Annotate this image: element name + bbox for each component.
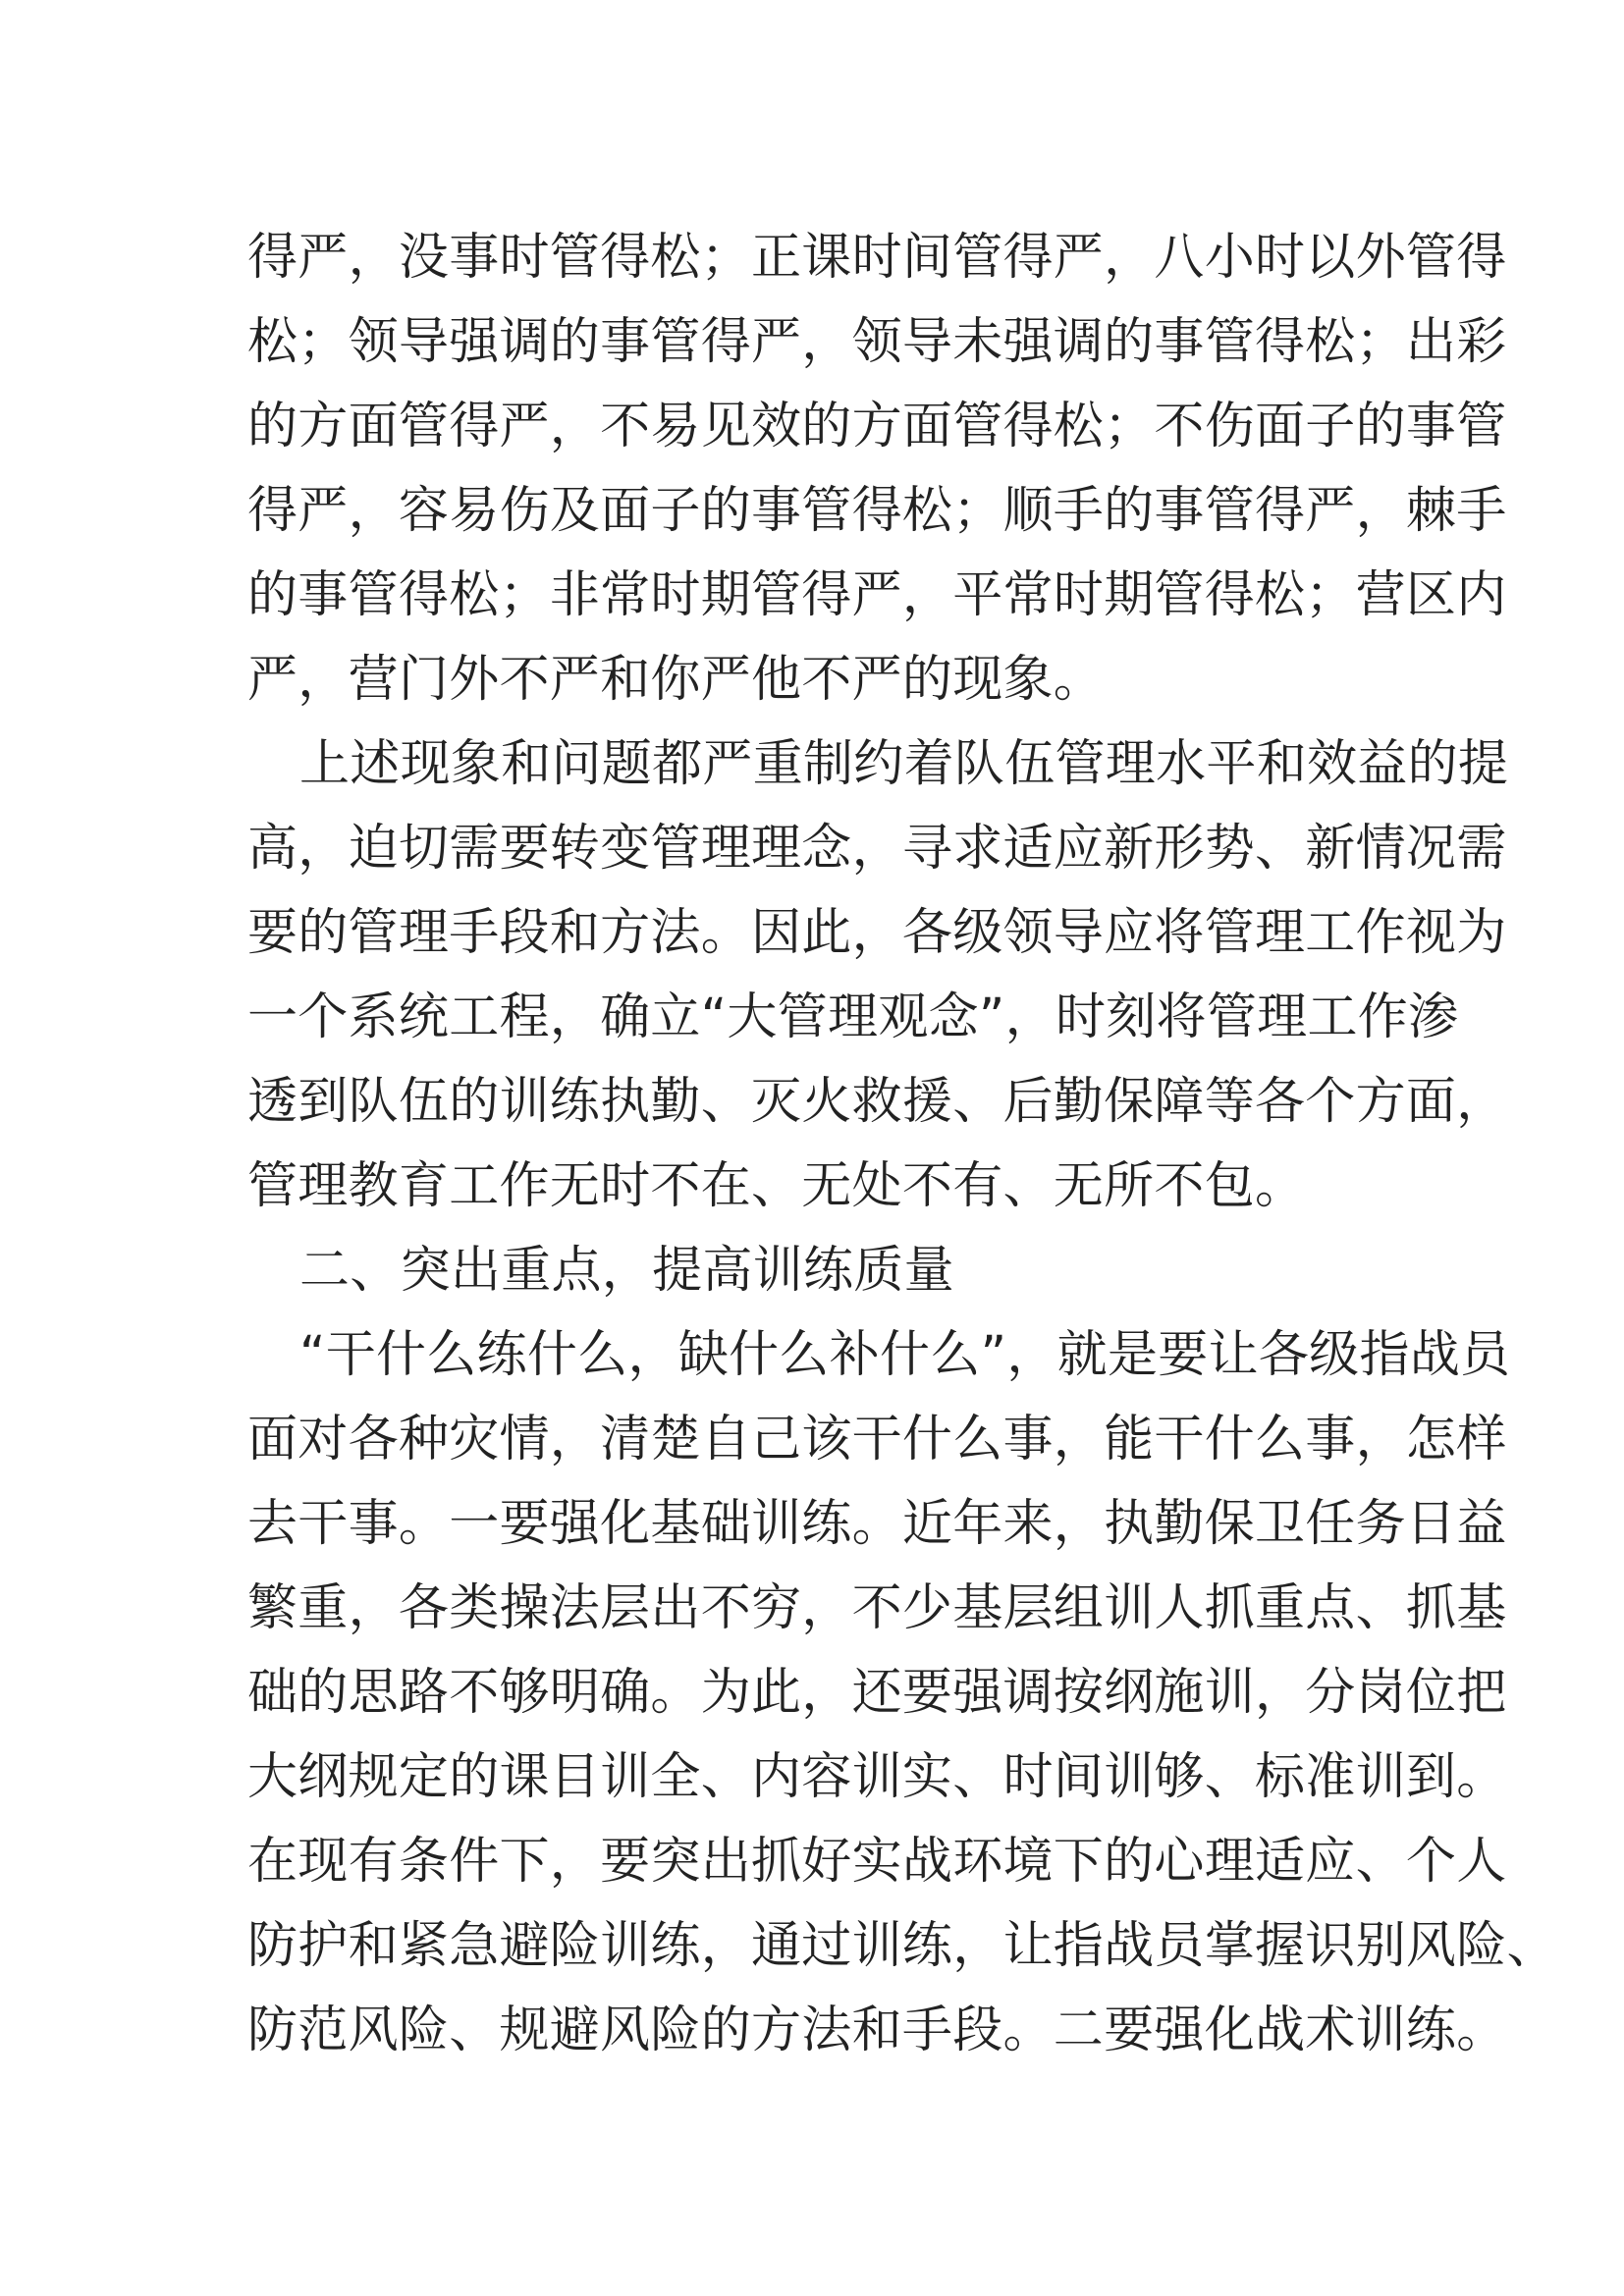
text-line: 管理教育工作无时不在、无处不有、无所不包。 — [247, 1157, 1306, 1215]
text-line: 去干事。一要强化基础训练。近年来，执勤保卫任务日益 — [247, 1495, 1507, 1553]
text-line: 础的思路不够明确。为此，还要强调按纲施训，分岗位把 — [247, 1664, 1507, 1722]
text-line: 在现有条件下，要突出抓好实战环境下的心理适应、个人 — [247, 1833, 1507, 1891]
text-line: 防范风险、规避风险的方法和手段。二要强化战术训练。 — [247, 2002, 1507, 2059]
section-heading: 二、突出重点，提高训练质量 — [299, 1242, 954, 1300]
text-line: 繁重，各类操法层出不穷，不少基层组训人抓重点、抓基 — [247, 1579, 1507, 1637]
paragraph-first-line: “干什么练什么，缺什么补什么”，就是要让各级指战员 — [299, 1326, 1511, 1384]
text-line: 松；领导强调的事管得严，领导未强调的事管得松；出彩 — [247, 313, 1507, 371]
text-line: 要的管理手段和方法。因此，各级领导应将管理工作视为 — [247, 904, 1507, 962]
text-line: 的方面管得严，不易见效的方面管得松；不伤面子的事管 — [247, 398, 1507, 455]
text-line: 严，营门外不严和你严他不严的现象。 — [247, 651, 1105, 709]
text-line: 大纲规定的课目训全、内容训实、时间训够、标准训到。 — [247, 1748, 1507, 1806]
text-line: 的事管得松；非常时期管得严，平常时期管得松；营区内 — [247, 566, 1507, 624]
text-line: 得严，容易伤及面子的事管得松；顺手的事管得严，棘手 — [247, 482, 1507, 540]
paragraph-first-line: 上述现象和问题都严重制约着队伍管理水平和效益的提 — [299, 735, 1509, 793]
text-line: 面对各种灾情，清楚自己该干什么事，能干什么事，怎样 — [247, 1411, 1507, 1468]
text-line: 防护和紧急避险训练，通过训练，让指战员掌握识别风险、 — [247, 1917, 1557, 1975]
text-line: 得严，没事时管得松；正课时间管得严，八小时以外管得 — [247, 229, 1507, 287]
text-line: 一个系统工程，确立“大管理观念”，时刻将管理工作渗 — [247, 988, 1459, 1046]
text-line: 透到队伍的训练执勤、灭火救援、后勤保障等各个方面， — [247, 1073, 1507, 1131]
text-line: 高，迫切需要转变管理理念，寻求适应新形势、新情况需 — [247, 820, 1507, 878]
